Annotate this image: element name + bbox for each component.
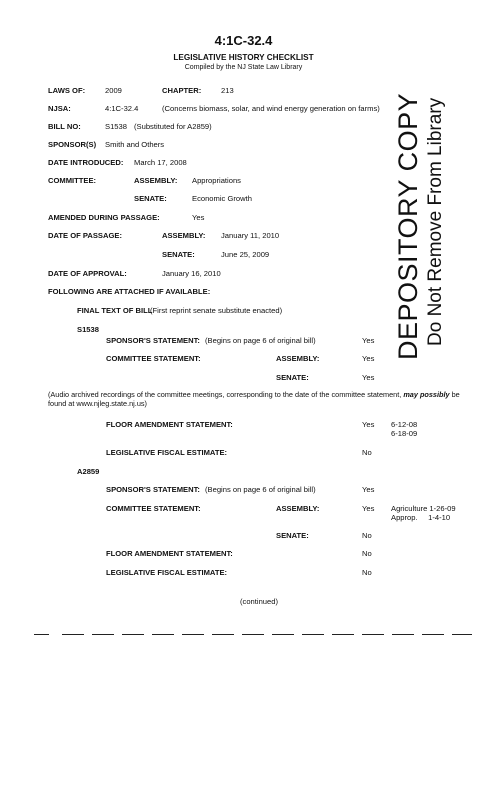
date-introduced-label: DATE INTRODUCED: [48,158,124,167]
a2859-sponsor-statement-value: Yes [362,485,375,494]
audio-note-post: be found at www.njleg.state.nj.us) [48,390,460,409]
s1538-bill-label: S1538 [77,325,99,334]
s1538-sponsor-statement-label: SPONSOR'S STATEMENT: [106,336,200,345]
passage-assembly-value: January 11, 2010 [221,231,280,240]
njsa-label: NJSA: [48,104,71,113]
bill-no-label: BILL NO: [48,122,81,131]
sponsors-label: SPONSOR(S) [48,140,97,149]
a2859-assembly-note-2: Approp. 1-4-10 [391,513,451,522]
a2859-senate-value: No [362,531,372,540]
committee-senate-label: SENATE: [134,194,167,203]
a2859-senate-label: SENATE: [276,531,309,540]
document-title: 4:1C-32.4 [214,33,273,48]
a2859-assembly-value: Yes [362,504,375,513]
s1538-assembly-label: ASSEMBLY: [276,354,320,363]
final-text-note: (First reprint senate substitute enacted) [150,306,283,315]
audio-note-emphasis: may possibly [403,390,450,399]
s1538-sponsor-statement-note: (Begins on page 6 of original bill) [205,336,316,345]
bill-no-note: (Substituted for A2859) [134,122,212,131]
a2859-fiscal-estimate-label: LEGISLATIVE FISCAL ESTIMATE: [106,568,228,577]
a2859-assembly-label: ASSEMBLY: [276,504,320,513]
s1538-senate-value: Yes [362,373,375,382]
compiled-by: Compiled by the NJ State Law Library [184,64,303,71]
date-of-approval-value: January 16, 2010 [162,269,221,278]
attached-heading: FOLLOWING ARE ATTACHED IF AVAILABLE: [48,287,211,296]
chapter-value: 213 [221,86,234,95]
bill-no-value: S1538 [105,122,127,131]
njsa-value: 4:1C-32.4 [105,104,139,113]
date-of-passage-label: DATE OF PASSAGE: [48,231,122,240]
committee-assembly-value: Appropriations [192,176,241,185]
committee-assembly-label: ASSEMBLY: [134,176,178,185]
s1538-fiscal-estimate-value: No [362,448,372,457]
laws-of-value: 2009 [105,86,122,95]
audio-archive-note [48,390,478,408]
s1538-floor-date-2: 6-18-09 [391,429,418,438]
s1538-sponsor-statement-value: Yes [362,336,375,345]
a2859-sponsor-statement-note: (Begins on page 6 of original bill) [205,485,316,494]
s1538-assembly-value: Yes [362,354,375,363]
amended-label: AMENDED DURING PASSAGE: [48,213,160,222]
final-text-label: FINAL TEXT OF BILL [77,306,153,315]
chapter-label: CHAPTER: [162,86,202,95]
amended-value: Yes [192,213,205,222]
laws-of-label: LAWS OF: [48,86,86,95]
a2859-floor-amendment-label: FLOOR AMENDMENT STATEMENT: [106,549,233,558]
s1538-senate-label: SENATE: [276,373,309,382]
a2859-fiscal-estimate-value: No [362,568,372,577]
passage-senate-label: SENATE: [162,250,195,259]
do-not-remove-stamp: Do Not Remove From Library [425,97,446,346]
njsa-description: (Concerns biomass, solar, and wind energy generation on farms) [162,104,380,113]
sponsors-value: Smith and Others [105,140,165,149]
document-subtitle: LEGISLATIVE HISTORY CHECKLIST [173,53,314,62]
s1538-floor-amendment-label: FLOOR AMENDMENT STATEMENT: [106,420,233,429]
audio-note-pre: (Audio archived recordings of the committee meetings, corresponding to the date of the committee statement, [48,390,404,399]
committee-senate-value: Economic Growth [192,194,252,203]
date-introduced-value: March 17, 2008 [134,158,187,167]
depository-copy-stamp: DEPOSITORY COPY [393,92,423,360]
date-of-approval-label: DATE OF APPROVAL: [48,269,127,278]
a2859-bill-label: A2859 [77,467,100,476]
s1538-floor-date-1: 6-12-08 [391,420,418,429]
continued-note: (continued) [240,597,278,606]
s1538-committee-statement-label: COMMITTEE STATEMENT: [106,354,201,363]
s1538-floor-amendment-value: Yes [362,420,375,429]
a2859-floor-amendment-value: No [362,549,372,558]
a2859-assembly-note-1: Agriculture 1-26-09 [391,504,456,513]
passage-assembly-label: ASSEMBLY: [162,231,206,240]
a2859-sponsor-statement-label: SPONSOR'S STATEMENT: [106,485,200,494]
a2859-committee-statement-label: COMMITTEE STATEMENT: [106,504,201,513]
committee-label: COMMITTEE: [48,176,97,185]
passage-senate-value: June 25, 2009 [221,250,270,259]
s1538-fiscal-estimate-label: LEGISLATIVE FISCAL ESTIMATE: [106,448,228,457]
